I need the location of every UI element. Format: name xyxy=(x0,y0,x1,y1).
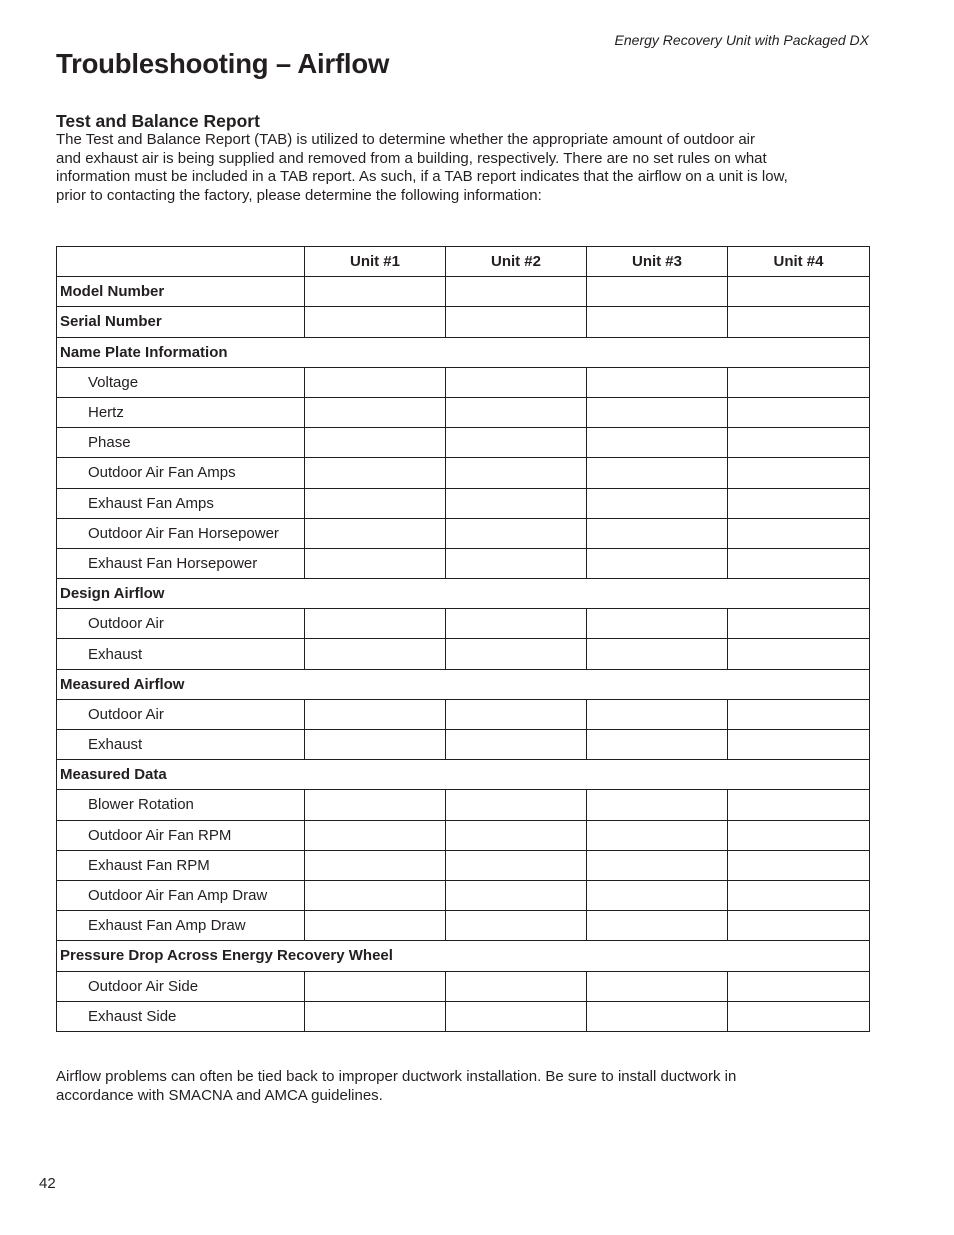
unit-1-cell xyxy=(305,277,446,307)
unit-2-cell xyxy=(446,307,587,337)
unit-3-cell xyxy=(587,548,728,578)
unit-3-cell xyxy=(587,609,728,639)
unit-2-cell xyxy=(446,428,587,458)
section-label: Name Plate Information xyxy=(57,337,870,367)
unit-1-cell xyxy=(305,548,446,578)
unit-2-cell xyxy=(446,548,587,578)
row-label: Exhaust Fan Amp Draw xyxy=(57,911,305,941)
unit-1-cell xyxy=(305,639,446,669)
unit-3-cell xyxy=(587,850,728,880)
unit-1-cell xyxy=(305,488,446,518)
unit-3-cell xyxy=(587,367,728,397)
column-header: Unit #4 xyxy=(728,247,870,277)
unit-2-cell xyxy=(446,820,587,850)
unit-4-cell xyxy=(728,850,870,880)
row-label: Phase xyxy=(57,428,305,458)
row-label: Hertz xyxy=(57,397,305,427)
unit-3-cell xyxy=(587,880,728,910)
unit-3-cell xyxy=(587,488,728,518)
table-section-row xyxy=(57,337,870,367)
unit-4-cell xyxy=(728,730,870,760)
row-label: Exhaust Fan RPM xyxy=(57,850,305,880)
unit-4-cell xyxy=(728,699,870,729)
unit-2-cell xyxy=(446,277,587,307)
table-section-row xyxy=(57,941,870,971)
unit-1-cell xyxy=(305,730,446,760)
unit-1-cell xyxy=(305,850,446,880)
unit-4-cell xyxy=(728,971,870,1001)
footer-note-line: Airflow problems can often be tied back to improper ductwork installation. Be sure to install ductwork in xyxy=(56,1068,737,1085)
unit-4-cell xyxy=(728,609,870,639)
unit-4-cell xyxy=(728,518,870,548)
row-label: Outdoor Air Fan RPM xyxy=(57,820,305,850)
unit-2-cell xyxy=(446,1001,587,1031)
unit-2-cell xyxy=(446,458,587,488)
table-body xyxy=(57,277,870,1032)
unit-1-cell xyxy=(305,1001,446,1031)
unit-4-cell xyxy=(728,639,870,669)
unit-3-cell xyxy=(587,458,728,488)
unit-2-cell xyxy=(446,911,587,941)
row-label: Outdoor Air Fan Horsepower xyxy=(57,518,305,548)
unit-1-cell xyxy=(305,367,446,397)
unit-4-cell xyxy=(728,397,870,427)
intro-line: prior to contacting the factory, please determine the following information: xyxy=(56,187,542,205)
table-row xyxy=(57,518,870,548)
intro-line: information must be included in a TAB report. As such, if a TAB report indicates that the airflow on a unit is low, xyxy=(56,168,788,186)
page-number: 42 xyxy=(39,1175,56,1192)
intro-line: The Test and Balance Report (TAB) is utilized to determine whether the appropriate amount of outdoor air xyxy=(56,131,755,148)
tab-report-table xyxy=(56,246,870,1032)
table-row xyxy=(57,548,870,578)
unit-4-cell xyxy=(728,1001,870,1031)
row-label: Exhaust xyxy=(57,730,305,760)
table-row xyxy=(57,367,870,397)
unit-3-cell xyxy=(587,820,728,850)
column-header xyxy=(57,247,305,277)
unit-1-cell xyxy=(305,458,446,488)
row-label: Blower Rotation xyxy=(57,790,305,820)
table-section-row xyxy=(57,760,870,790)
row-label: Outdoor Air xyxy=(57,699,305,729)
row-label: Serial Number xyxy=(57,307,305,337)
unit-2-cell xyxy=(446,609,587,639)
unit-2-cell xyxy=(446,518,587,548)
unit-4-cell xyxy=(728,488,870,518)
unit-1-cell xyxy=(305,609,446,639)
table-row xyxy=(57,911,870,941)
table-row xyxy=(57,609,870,639)
unit-3-cell xyxy=(587,639,728,669)
unit-2-cell xyxy=(446,971,587,1001)
row-label: Outdoor Air xyxy=(57,609,305,639)
unit-3-cell xyxy=(587,790,728,820)
row-label: Exhaust Fan Amps xyxy=(57,488,305,518)
unit-3-cell xyxy=(587,971,728,1001)
unit-1-cell xyxy=(305,911,446,941)
unit-3-cell xyxy=(587,307,728,337)
unit-4-cell xyxy=(728,548,870,578)
unit-1-cell xyxy=(305,428,446,458)
unit-3-cell xyxy=(587,911,728,941)
row-label: Exhaust Side xyxy=(57,1001,305,1031)
unit-3-cell xyxy=(587,699,728,729)
section-heading: Test and Balance Report xyxy=(56,111,260,131)
table-row xyxy=(57,1001,870,1031)
table-row xyxy=(57,790,870,820)
row-label: Outdoor Air Fan Amps xyxy=(57,458,305,488)
unit-2-cell xyxy=(446,790,587,820)
intro-line: and exhaust air is being supplied and removed from a building, respectively. There are no set rules on what xyxy=(56,149,767,167)
column-header: Unit #1 xyxy=(305,247,446,277)
row-label: Exhaust xyxy=(57,639,305,669)
table-row xyxy=(57,639,870,669)
row-label: Voltage xyxy=(57,367,305,397)
row-label: Outdoor Air Side xyxy=(57,971,305,1001)
column-header: Unit #2 xyxy=(446,247,587,277)
unit-1-cell xyxy=(305,397,446,427)
unit-2-cell xyxy=(446,639,587,669)
footer-note xyxy=(56,1068,868,1105)
section-label: Design Airflow xyxy=(57,579,870,609)
unit-1-cell xyxy=(305,307,446,337)
unit-3-cell xyxy=(587,518,728,548)
section-label: Measured Airflow xyxy=(57,669,870,699)
unit-4-cell xyxy=(728,277,870,307)
column-header: Unit #3 xyxy=(587,247,728,277)
unit-2-cell xyxy=(446,699,587,729)
unit-1-cell xyxy=(305,971,446,1001)
unit-2-cell xyxy=(446,397,587,427)
table-row xyxy=(57,880,870,910)
unit-1-cell xyxy=(305,880,446,910)
row-label: Exhaust Fan Horsepower xyxy=(57,548,305,578)
table-row xyxy=(57,277,870,307)
unit-1-cell xyxy=(305,518,446,548)
table-section-row xyxy=(57,579,870,609)
table-header-row xyxy=(57,247,870,277)
unit-4-cell xyxy=(728,880,870,910)
unit-1-cell xyxy=(305,790,446,820)
unit-3-cell xyxy=(587,397,728,427)
section-label: Measured Data xyxy=(57,760,870,790)
unit-3-cell xyxy=(587,428,728,458)
unit-2-cell xyxy=(446,850,587,880)
table-row xyxy=(57,699,870,729)
row-label: Outdoor Air Fan Amp Draw xyxy=(57,880,305,910)
unit-3-cell xyxy=(587,277,728,307)
unit-4-cell xyxy=(728,820,870,850)
unit-4-cell xyxy=(728,367,870,397)
table-row xyxy=(57,730,870,760)
unit-1-cell xyxy=(305,699,446,729)
table-row xyxy=(57,428,870,458)
row-label: Model Number xyxy=(57,277,305,307)
unit-4-cell xyxy=(728,428,870,458)
unit-4-cell xyxy=(728,790,870,820)
intro-paragraph xyxy=(56,131,868,206)
table-row xyxy=(57,307,870,337)
unit-4-cell xyxy=(728,911,870,941)
table-row xyxy=(57,820,870,850)
unit-4-cell xyxy=(728,307,870,337)
table-row xyxy=(57,971,870,1001)
unit-2-cell xyxy=(446,488,587,518)
table-section-row xyxy=(57,669,870,699)
unit-3-cell xyxy=(587,730,728,760)
table-row xyxy=(57,397,870,427)
unit-1-cell xyxy=(305,820,446,850)
unit-3-cell xyxy=(587,1001,728,1031)
page-title: Troubleshooting – Airflow xyxy=(56,48,390,79)
running-header: Energy Recovery Unit with Packaged DX xyxy=(614,32,869,48)
unit-4-cell xyxy=(728,458,870,488)
table-row xyxy=(57,488,870,518)
section-label: Pressure Drop Across Energy Recovery Wheel xyxy=(57,941,870,971)
footer-note-line: accordance with SMACNA and AMCA guidelines. xyxy=(56,1086,383,1104)
unit-2-cell xyxy=(446,367,587,397)
table-row xyxy=(57,850,870,880)
unit-2-cell xyxy=(446,880,587,910)
unit-2-cell xyxy=(446,730,587,760)
table-row xyxy=(57,458,870,488)
